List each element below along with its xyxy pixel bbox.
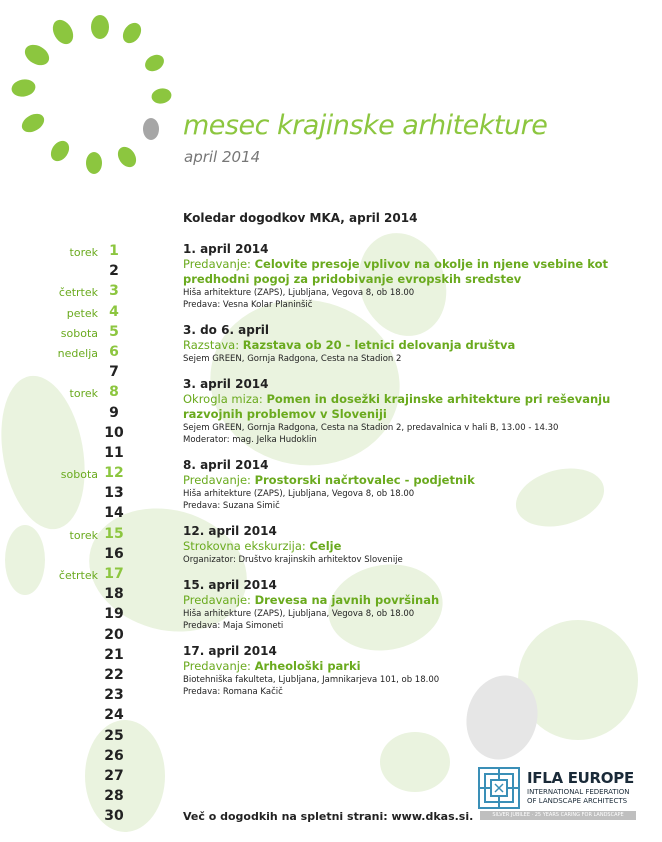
day-row: [40, 243, 130, 263]
event-date: 17. april 2014: [183, 644, 277, 658]
day-number: 16: [104, 545, 124, 562]
day-number: 21: [104, 646, 124, 663]
day-number: 26: [104, 747, 124, 764]
day-name: torek: [69, 387, 98, 401]
event-type: Predavanje:: [183, 593, 251, 607]
day-number: 15: [104, 525, 124, 542]
event-detail: Sejem GREEN, Gornja Radgona, Cesta na Stadion 2: [183, 354, 402, 364]
day-name: torek: [69, 528, 98, 542]
day-row: [40, 627, 130, 647]
day-row: [40, 263, 130, 283]
event-name: Prostorski načrtovalec - podjetnik: [254, 473, 475, 487]
event-title: [183, 257, 613, 287]
day-number: 14: [104, 505, 124, 522]
day-row: [40, 283, 130, 303]
day-number: 1: [109, 243, 119, 259]
event-date: 3. april 2014: [183, 377, 269, 391]
page-title: mesec krajinske arhitekture: [183, 110, 548, 141]
event-date: 1. april 2014: [183, 242, 269, 256]
ifla-line-1: INTERNATIONAL FEDERATION: [527, 788, 630, 796]
day-name: četrtek: [58, 286, 98, 300]
event-item: [183, 643, 613, 698]
day-number: 12: [104, 465, 124, 482]
event-item: [183, 523, 613, 566]
day-row: [40, 606, 130, 626]
logo-dot: [91, 15, 109, 39]
day-row: [40, 667, 130, 687]
logo-dot: [114, 143, 140, 170]
event-name: Drevesa na javnih površinah: [254, 593, 440, 607]
day-number: 30: [104, 808, 124, 825]
logo-dot: [47, 137, 73, 164]
day-name: torek: [69, 246, 98, 259]
day-row: [40, 687, 130, 707]
day-row: [40, 748, 130, 768]
day-number: 23: [104, 687, 124, 704]
event-title: [183, 593, 613, 608]
event-title: [183, 392, 613, 422]
event-detail: Predava: Maja Simoneti: [183, 621, 284, 631]
day-row: [40, 425, 130, 445]
day-number: 5: [109, 323, 119, 340]
logo-dot: [143, 118, 159, 140]
event-detail: Biotehniška fakulteta, Ljubljana, Jamnikarjeva 101, ob 18.00: [183, 675, 440, 685]
event-name: Celje: [309, 539, 342, 553]
event-detail: Predava: Suzana Simič: [183, 501, 280, 511]
event-type: Razstava:: [183, 338, 240, 352]
calendar-heading: Koledar dogodkov MKA, april 2014: [183, 211, 418, 225]
day-number: 13: [104, 485, 124, 502]
logo-dot: [150, 87, 172, 105]
event-type: Strokovna ekskurzija:: [183, 539, 306, 553]
event-name: Razstava ob 20 - letnici delovanja društva: [242, 338, 516, 352]
day-number: 11: [104, 444, 124, 461]
event-date: 8. april 2014: [183, 458, 269, 472]
day-number: 20: [104, 626, 124, 643]
event-detail: Hiša arhitekture (ZAPS), Ljubljana, Vegova 8, ob 18.00: [183, 489, 415, 499]
day-row: [40, 566, 130, 586]
event-type: Predavanje:: [183, 659, 251, 673]
event-item: [183, 457, 613, 512]
event-item: [183, 241, 613, 311]
event-type: Predavanje:: [183, 473, 251, 487]
ifla-name: IFLA EUROPE: [527, 769, 634, 787]
day-name: sobota: [60, 326, 98, 340]
day-row: [40, 344, 130, 364]
event-date: 3. do 6. april: [183, 323, 270, 337]
logo-dot: [10, 78, 37, 99]
event-title: [183, 659, 613, 674]
event-list: [183, 241, 613, 709]
event-title: [183, 473, 613, 488]
day-row: [40, 586, 130, 606]
day-row: [40, 405, 130, 425]
day-number: 3: [109, 283, 119, 300]
day-row: [40, 808, 130, 828]
event-name: Arheološki parki: [254, 659, 361, 673]
event-type: Predavanje:: [183, 257, 251, 271]
day-row: [40, 384, 130, 404]
day-row: [40, 465, 130, 485]
day-row: [40, 505, 130, 525]
day-row: [40, 707, 130, 727]
logo-dot: [49, 16, 78, 48]
logo-dot: [21, 41, 53, 70]
logo-dot: [142, 52, 167, 75]
event-name: Celovite presoje vplivov na okolje in njene vsebine kot predhodni pogoj za pridobivanje evropskih sredstev: [183, 257, 608, 286]
page-subtitle: april 2014: [184, 148, 261, 166]
ifla-line-2: OF LANDSCAPE ARCHITECTS: [527, 797, 628, 805]
footer-note: Več o dogodkih na spletni strani: www.dkas.si.: [183, 810, 474, 823]
day-number: 18: [104, 586, 124, 603]
day-number: 9: [109, 404, 119, 421]
day-name: četrtek: [58, 569, 98, 582]
event-date: 12. april 2014: [183, 524, 277, 538]
day-row: [40, 445, 130, 465]
day-row: [40, 728, 130, 748]
day-number: 2: [109, 263, 119, 280]
event-type: Okrogla miza:: [183, 392, 263, 406]
day-row: [40, 364, 130, 384]
event-item: [183, 577, 613, 632]
event-detail: Sejem GREEN, Gornja Radgona, Cesta na Stadion 2, predavalnica v hali B, 13.00 - 14.30: [183, 423, 559, 433]
logo-dot: [19, 110, 48, 136]
day-number: 10: [104, 424, 124, 441]
event-detail: Predava: Vesna Kolar Planinšič: [183, 300, 313, 310]
day-name: petek: [66, 306, 98, 320]
logo-dot: [86, 152, 102, 174]
ifla-emblem-icon: [478, 767, 520, 809]
event-item: [183, 322, 613, 365]
day-row: [40, 768, 130, 788]
day-number: 19: [104, 606, 124, 623]
background-blob: [5, 525, 45, 595]
ifla-banner: SILVER JUBILEE · 25 YEARS CARING FOR LANDSCAPE: [480, 811, 636, 820]
day-list: [40, 243, 130, 828]
event-title: [183, 338, 613, 353]
day-number: 7: [109, 364, 119, 381]
day-number: 4: [109, 303, 119, 320]
day-name: sobota: [60, 468, 98, 482]
event-detail: Organizator: Društvo krajinskih arhitektov Slovenije: [183, 555, 403, 565]
day-row: [40, 304, 130, 324]
day-row: [40, 788, 130, 808]
event-title: [183, 539, 613, 554]
day-number: 27: [104, 767, 124, 784]
day-number: 6: [109, 343, 119, 360]
event-detail: Hiša arhitekture (ZAPS), Ljubljana, Vegova 8, ob 18.00: [183, 288, 415, 298]
day-number: 25: [104, 727, 124, 744]
logo-dot: [119, 19, 145, 46]
ifla-europe-logo: [478, 767, 638, 827]
day-number: 8: [109, 384, 119, 401]
day-row: [40, 324, 130, 344]
day-number: 28: [104, 788, 124, 805]
day-row: [40, 526, 130, 546]
event-item: [183, 376, 613, 446]
day-number: 17: [104, 566, 124, 582]
event-detail: Hiša arhitekture (ZAPS), Ljubljana, Vegova 8, ob 18.00: [183, 609, 415, 619]
background-blob: [380, 732, 450, 792]
day-number: 24: [104, 707, 124, 724]
event-detail: Predava: Romana Kačič: [183, 687, 283, 697]
day-name: nedelja: [57, 346, 98, 360]
event-detail: Moderator: mag. Jelka Hudoklin: [183, 435, 317, 445]
day-row: [40, 546, 130, 566]
day-number: 22: [104, 666, 124, 683]
day-row: [40, 647, 130, 667]
event-date: 15. april 2014: [183, 578, 277, 592]
day-row: [40, 485, 130, 505]
event-name: Pomen in dosežki krajinske arhitekture pri reševanju razvojnih problemov v Sloveniji: [183, 392, 611, 421]
